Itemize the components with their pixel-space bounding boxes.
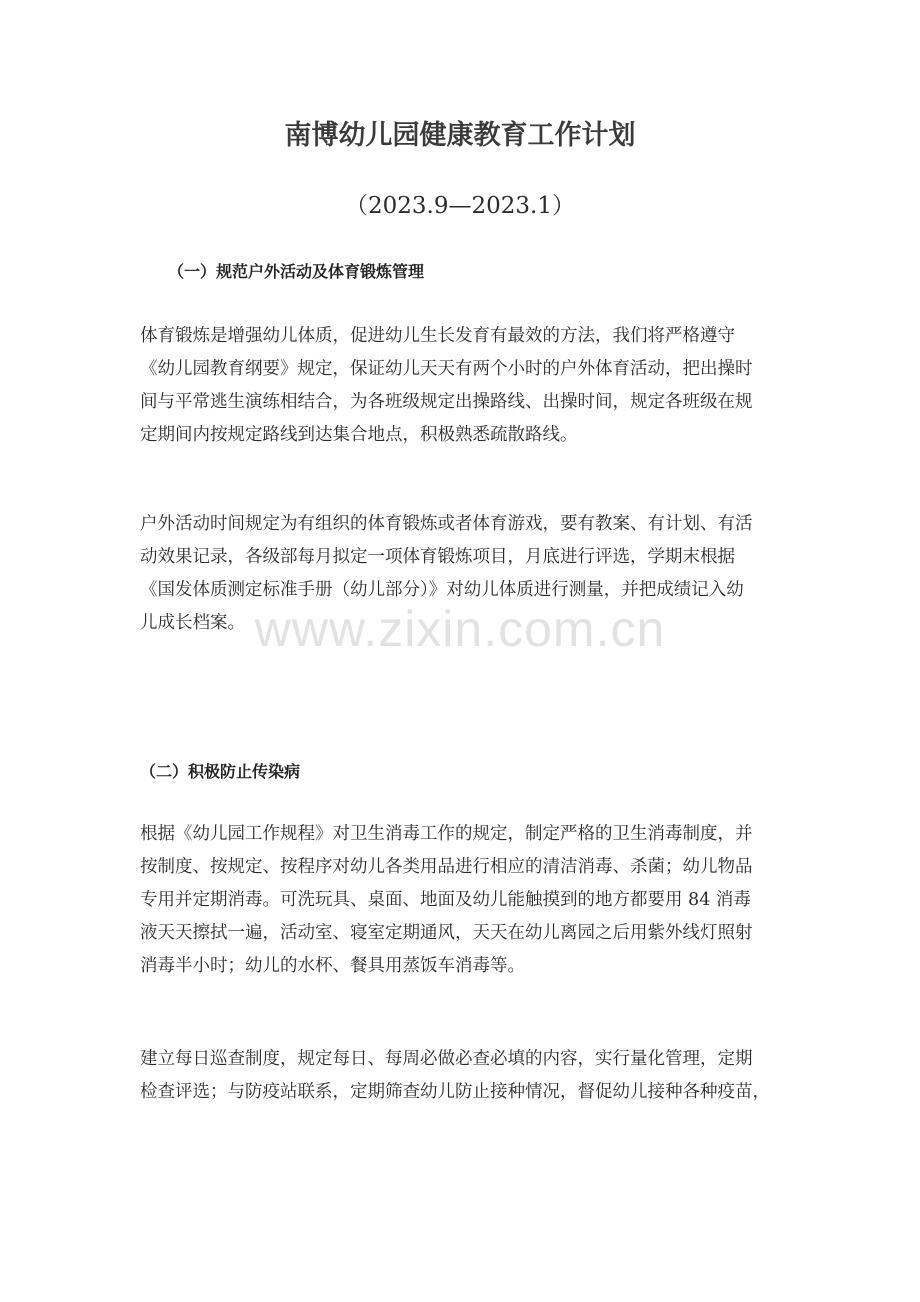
paragraph-line: 户外活动时间规定为有组织的体育锻炼或者体育游戏，要有教案、有计划、有活 [140,514,753,534]
paragraph-line: 液天天擦拭一遍，活动室、寝室定期通风，天天在幼儿离园之后用紫外线灯照射 [140,923,753,943]
document-title: 南博幼儿园健康教育工作计划 [284,120,636,151]
section-heading-2: （二）积极防止传染病 [140,762,301,781]
watermark: www.zixin.com.cn [254,601,666,657]
paragraph-line: 《幼儿园教育纲要》规定，保证幼儿天天有两个小时的户外体育活动，把出操时 [140,359,753,379]
paragraph-3 [140,818,782,983]
paragraph-line: 根据《幼儿园工作规程》对卫生消毒工作的规定，制定严格的卫生消毒制度，并 [140,824,753,844]
paragraph-line: 按制度、按规定、按程序对幼儿各类用品进行相应的清洁消毒、杀菌；幼儿物品 [140,857,753,877]
paragraph-line: 动效果记录，各级部每月拟定一项体育锻炼项目，月底进行评选，学期末根据 [140,547,735,567]
paragraph-line: 体育锻炼是增强幼儿体质，促进幼儿生长发育有最效的方法，我们将严格遵守 [140,326,735,346]
paragraph-line: 定期间内按规定路线到达集合地点，积极熟悉疏散路线。 [140,425,578,445]
paragraph-2 [140,508,782,640]
paragraph-4 [140,1043,782,1109]
paragraph-line: 消毒半小时；幼儿的水杯、餐具用蒸饭车消毒等。 [140,956,525,976]
paragraph-line: 专用并定期消毒。可洗玩具、桌面、地面及幼儿能触摸到的地方都要用 84 消毒 [140,890,751,910]
paragraph-1 [140,320,782,452]
paragraph-line: 《国发体质测定标准手册（幼儿部分）》对幼儿体质进行测量，并把成绩记入幼 [140,580,744,600]
paragraph-line: 检查评选；与防疫站联系，定期筛查幼儿防止接种情况，督促幼儿接种各种疫苗， [140,1082,770,1102]
paragraph-line: 建立每日巡查制度，规定每日、每周必做必查必填的内容，实行量化管理，定期 [140,1049,753,1069]
section-heading-1: （一）规范户外活动及体育锻炼管理 [168,262,425,281]
paragraph-line: 儿成长档案。 [140,613,245,633]
paragraph-line: 间与平常逃生演练相结合，为各班级规定出操路线、出操时间，规定各班级在规 [140,392,753,412]
document-date-range: （2023.9—2023.1） [345,193,575,219]
